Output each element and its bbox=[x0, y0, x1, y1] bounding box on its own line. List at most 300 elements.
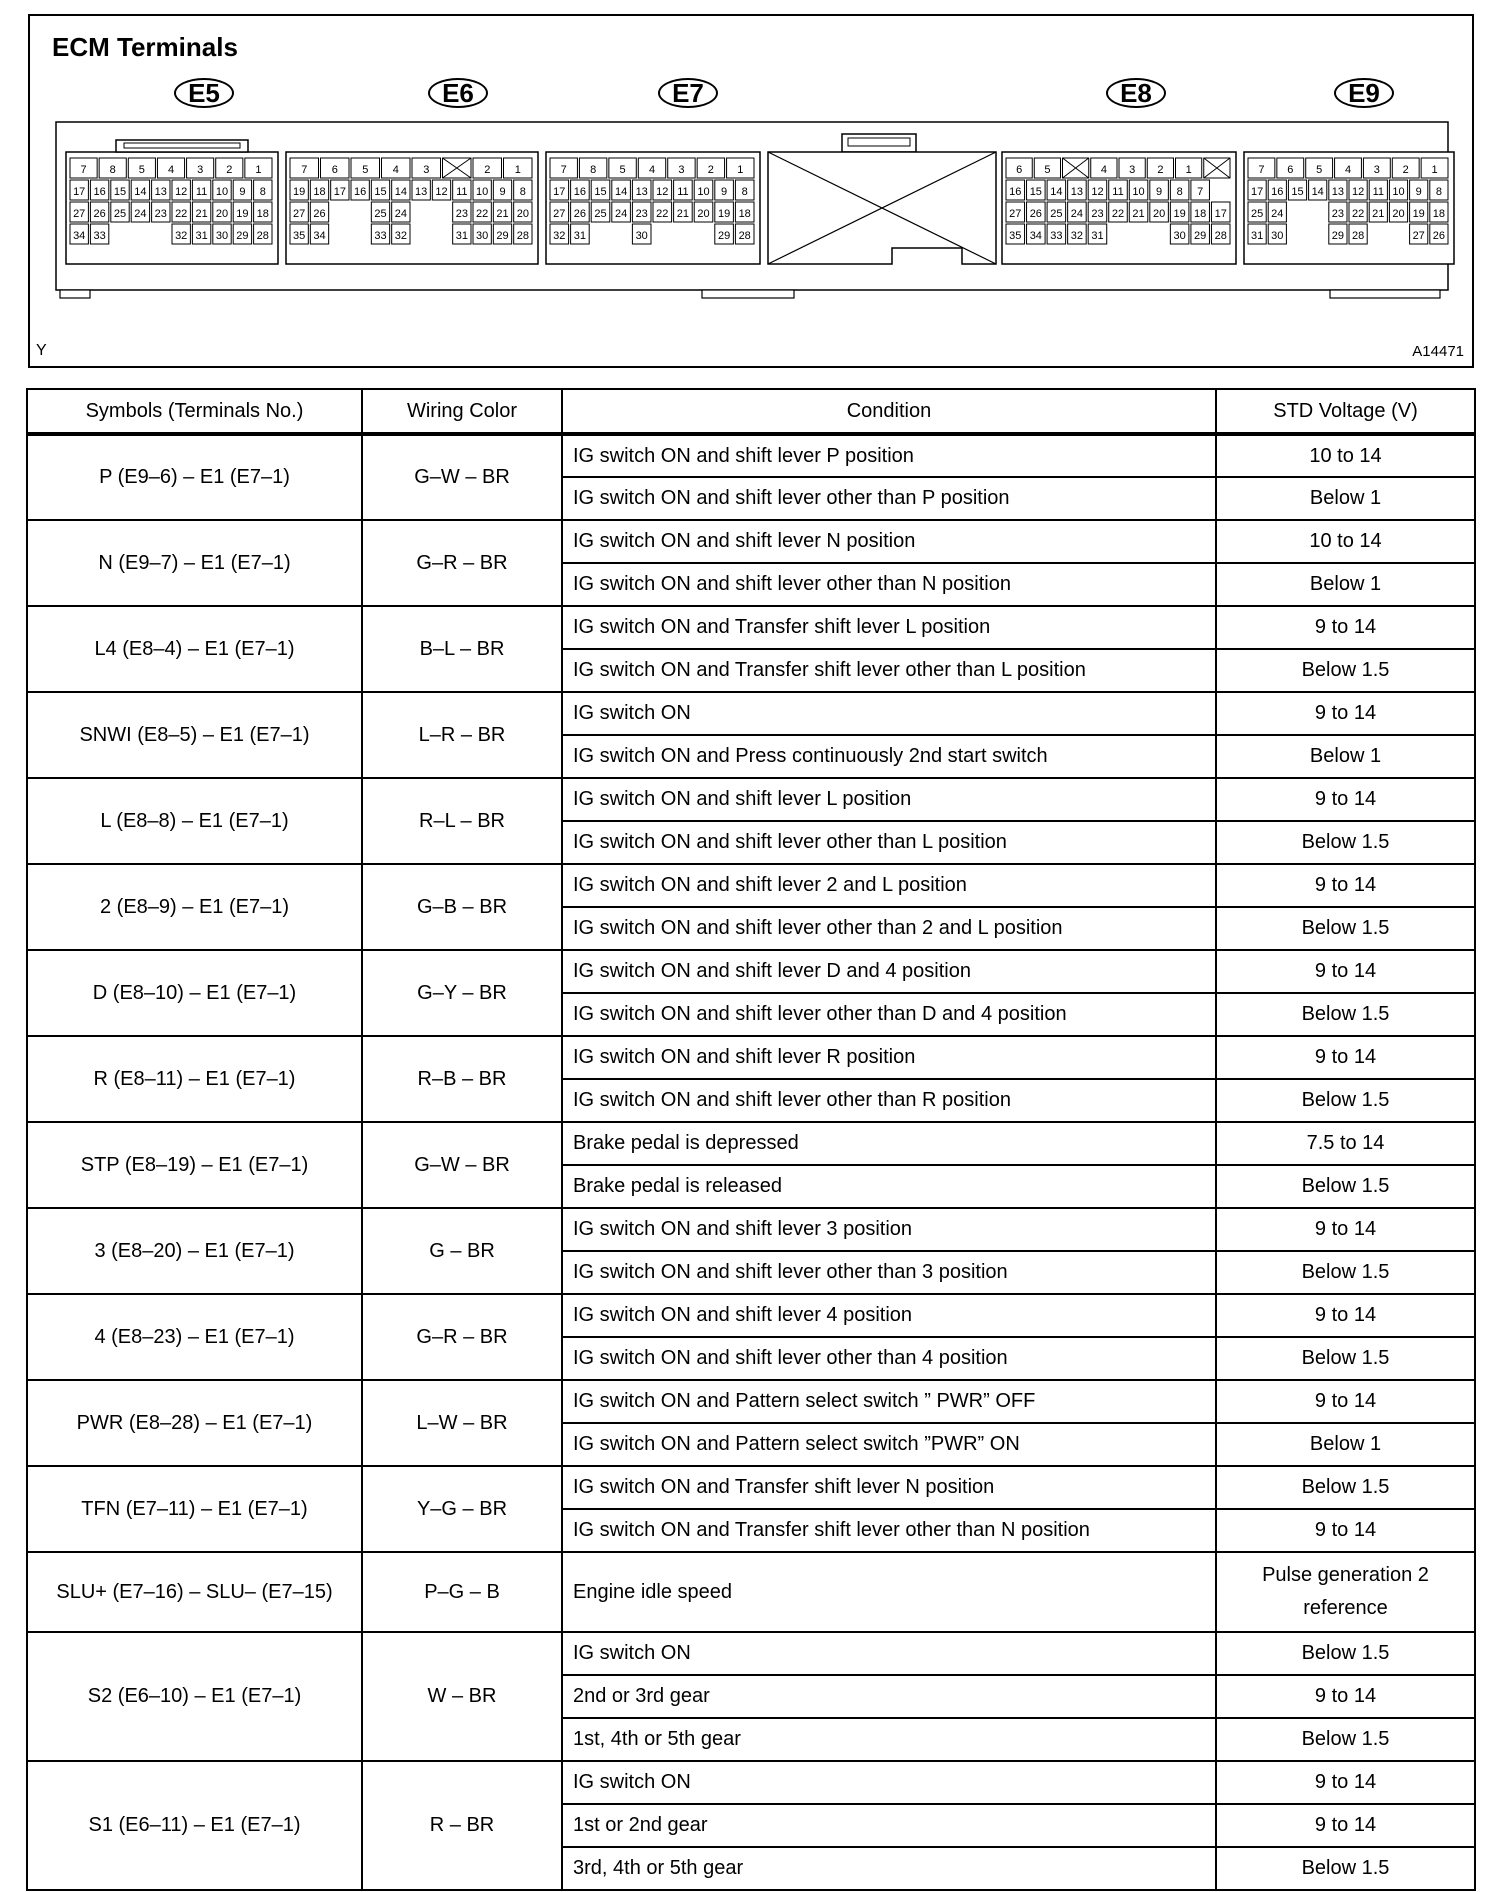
pin-number: 17 bbox=[333, 186, 346, 198]
table-row bbox=[27, 1122, 1475, 1165]
condition-cell: IG switch ON and Transfer shift lever L position bbox=[562, 606, 1216, 649]
std-voltage-cell: 9 to 14 bbox=[1216, 606, 1475, 649]
pin-number: 10 bbox=[697, 186, 710, 198]
pin-number: 23 bbox=[154, 208, 167, 220]
connector-label-e5: E5 bbox=[174, 78, 234, 108]
pin-number: 8 bbox=[741, 186, 748, 198]
pin-number: 26 bbox=[573, 208, 587, 220]
condition-cell: 3rd, 4th or 5th gear bbox=[562, 1847, 1216, 1890]
pin-number: 2 bbox=[707, 164, 714, 176]
pin-number: 6 bbox=[331, 164, 338, 176]
pin-number: 14 bbox=[134, 186, 147, 198]
pin-number: 13 bbox=[1331, 186, 1345, 198]
pin-number: 11 bbox=[677, 186, 689, 198]
pin-number: 12 bbox=[435, 186, 448, 198]
pin-number: 18 bbox=[1432, 208, 1446, 220]
pin-number: 16 bbox=[93, 186, 106, 198]
pin-number: 21 bbox=[1132, 208, 1145, 220]
pin-number: 25 bbox=[1250, 208, 1264, 220]
pin-number: 25 bbox=[1050, 208, 1063, 220]
pin-number: 11 bbox=[456, 186, 468, 198]
pin-number: 8 bbox=[1176, 186, 1183, 198]
pin-number: 8 bbox=[1435, 186, 1442, 198]
condition-cell: IG switch ON and shift lever 3 position bbox=[562, 1208, 1216, 1251]
condition-cell: IG switch ON and shift lever other than D and 4 position bbox=[562, 993, 1216, 1036]
condition-cell: IG switch ON bbox=[562, 1761, 1216, 1804]
pin-number: 1 bbox=[255, 164, 262, 176]
std-voltage-cell: 9 to 14 bbox=[1216, 1294, 1475, 1337]
condition-cell: 1st, 4th or 5th gear bbox=[562, 1718, 1216, 1761]
pin-number: 31 bbox=[1250, 230, 1264, 242]
std-voltage-cell: Below 1 bbox=[1216, 477, 1475, 520]
condition-cell: IG switch ON and shift lever 2 and L position bbox=[562, 864, 1216, 907]
terminal-symbol-cell: 4 (E8–23) – E1 (E7–1) bbox=[27, 1294, 362, 1380]
pin-number: 23 bbox=[455, 208, 468, 220]
pin-number: 27 bbox=[1009, 208, 1022, 220]
wiring-color-cell: G–R – BR bbox=[362, 520, 562, 606]
pin-number: 28 bbox=[1214, 230, 1227, 242]
pin-number: 7 bbox=[80, 164, 87, 176]
pin-number: 19 bbox=[1173, 208, 1186, 220]
condition-cell: IG switch ON and shift lever other than N position bbox=[562, 563, 1216, 606]
header-wiring-color: Wiring Color bbox=[362, 389, 562, 434]
pin-number: 4 bbox=[392, 164, 399, 176]
pin-number: 11 bbox=[1372, 186, 1385, 198]
table-row bbox=[27, 692, 1475, 735]
pin-number: 24 bbox=[1070, 208, 1084, 220]
pin-number: 25 bbox=[374, 208, 387, 220]
std-voltage-cell: 9 to 14 bbox=[1216, 692, 1475, 735]
pin-number: 4 bbox=[1100, 164, 1107, 176]
pin-number: 31 bbox=[1091, 230, 1104, 242]
wiring-color-cell: L–R – BR bbox=[362, 692, 562, 778]
table-row bbox=[27, 520, 1475, 563]
condition-cell: IG switch ON and Pattern select switch ”PWR” ON bbox=[562, 1423, 1216, 1466]
table-row bbox=[27, 778, 1475, 821]
figure-corner-label: Y bbox=[36, 342, 47, 359]
pin-number: 15 bbox=[594, 186, 607, 198]
connector-diagram bbox=[30, 16, 1472, 366]
std-voltage-cell: 9 to 14 bbox=[1216, 1036, 1475, 1079]
terminal-symbol-cell: S2 (E6–10) – E1 (E7–1) bbox=[27, 1632, 362, 1761]
std-voltage-cell: Below 1.5 bbox=[1216, 1165, 1475, 1208]
condition-cell: IG switch ON and Transfer shift lever other than L position bbox=[562, 649, 1216, 692]
connector-label-e8: E8 bbox=[1106, 78, 1166, 108]
pin-number: 17 bbox=[553, 186, 566, 198]
pin-number: 28 bbox=[738, 230, 751, 242]
terminal-symbol-cell: L (E8–8) – E1 (E7–1) bbox=[27, 778, 362, 864]
pin-number: 16 bbox=[1009, 186, 1022, 198]
pin-number: 1 bbox=[1431, 164, 1438, 176]
std-voltage-cell: Below 1.5 bbox=[1216, 1251, 1475, 1294]
table-row bbox=[27, 606, 1475, 649]
pin-number: 26 bbox=[1432, 230, 1446, 242]
pin-number: 21 bbox=[1372, 208, 1385, 220]
pin-number: 15 bbox=[1291, 186, 1304, 198]
wiring-color-cell: R – BR bbox=[362, 1761, 562, 1890]
pin-number: 10 bbox=[1392, 186, 1405, 198]
condition-cell: Brake pedal is depressed bbox=[562, 1122, 1216, 1165]
std-voltage-cell: Below 1.5 bbox=[1216, 993, 1475, 1036]
pin-number: 28 bbox=[256, 230, 269, 242]
pin-number: 8 bbox=[590, 164, 597, 176]
pin-number: 11 bbox=[195, 186, 208, 198]
pin-number: 24 bbox=[394, 208, 407, 220]
condition-cell: 2nd or 3rd gear bbox=[562, 1675, 1216, 1718]
terminal-symbol-cell: PWR (E8–28) – E1 (E7–1) bbox=[27, 1380, 362, 1466]
pin-number: 23 bbox=[1331, 208, 1345, 220]
pin-number: 19 bbox=[1412, 208, 1425, 220]
terminal-symbol-cell: 3 (E8–20) – E1 (E7–1) bbox=[27, 1208, 362, 1294]
connector-figure bbox=[28, 14, 1474, 368]
table-row bbox=[27, 1761, 1475, 1804]
std-voltage-cell: 9 to 14 bbox=[1216, 1380, 1475, 1423]
pin-number: 3 bbox=[423, 164, 430, 176]
condition-cell: IG switch ON bbox=[562, 692, 1216, 735]
table-body bbox=[27, 434, 1475, 1890]
pin-number: 18 bbox=[256, 208, 269, 220]
pin-number: 29 bbox=[1194, 230, 1207, 242]
wiring-color-cell: G–W – BR bbox=[362, 434, 562, 520]
pin-number: 6 bbox=[1016, 164, 1023, 176]
pin-number: 21 bbox=[496, 208, 509, 220]
terminal-symbol-cell: SNWI (E8–5) – E1 (E7–1) bbox=[27, 692, 362, 778]
pin-number: 10 bbox=[1132, 186, 1145, 198]
table-row bbox=[27, 434, 1475, 477]
condition-cell: IG switch ON and shift lever other than 3 position bbox=[562, 1251, 1216, 1294]
wiring-color-cell: B–L – BR bbox=[362, 606, 562, 692]
pin-number: 4 bbox=[167, 164, 175, 176]
pin-number: 1 bbox=[1185, 164, 1192, 176]
table-row bbox=[27, 1552, 1475, 1632]
connector-label-e6: E6 bbox=[428, 78, 488, 108]
condition-cell: Engine idle speed bbox=[562, 1552, 1216, 1632]
std-voltage-cell: Below 1 bbox=[1216, 1423, 1475, 1466]
pin-number: 5 bbox=[362, 164, 369, 176]
pin-number: 7 bbox=[560, 164, 567, 176]
std-voltage-cell: Below 1.5 bbox=[1216, 907, 1475, 950]
pin-number: 1 bbox=[737, 164, 744, 176]
pin-number: 21 bbox=[676, 208, 690, 220]
pin-number: 30 bbox=[476, 230, 489, 242]
pin-number: 26 bbox=[1029, 208, 1042, 220]
pin-number: 33 bbox=[374, 230, 387, 242]
pin-number: 9 bbox=[1415, 186, 1422, 198]
housing-tab bbox=[1330, 290, 1440, 298]
std-voltage-cell: 9 to 14 bbox=[1216, 1675, 1475, 1718]
terminal-symbol-cell: S1 (E6–11) – E1 (E7–1) bbox=[27, 1761, 362, 1890]
pin-number: 9 bbox=[239, 186, 246, 198]
pin-number: 7 bbox=[1258, 164, 1265, 176]
terminal-symbol-cell: P (E9–6) – E1 (E7–1) bbox=[27, 434, 362, 520]
pin-number: 34 bbox=[1029, 230, 1042, 242]
condition-cell: IG switch ON and shift lever N position bbox=[562, 520, 1216, 563]
pin-number: 2 bbox=[1157, 164, 1164, 176]
pin-number: 4 bbox=[1344, 164, 1352, 176]
pin-number: 22 bbox=[656, 208, 669, 220]
std-voltage-cell: Pulse generation 2 reference bbox=[1216, 1552, 1475, 1632]
pin-number: 31 bbox=[195, 230, 208, 242]
pin-number: 5 bbox=[1316, 164, 1323, 176]
condition-cell: IG switch ON and shift lever 4 position bbox=[562, 1294, 1216, 1337]
condition-cell: Brake pedal is released bbox=[562, 1165, 1216, 1208]
pin-number: 10 bbox=[215, 186, 229, 198]
pin-number: 23 bbox=[635, 208, 648, 220]
pin-number: 28 bbox=[516, 230, 529, 242]
condition-cell: IG switch ON and shift lever other than 2 and L position bbox=[562, 907, 1216, 950]
pin-number: 14 bbox=[1311, 186, 1324, 198]
wiring-color-cell: G–Y – BR bbox=[362, 950, 562, 1036]
pin-number: 12 bbox=[1091, 186, 1104, 198]
condition-cell: 1st or 2nd gear bbox=[562, 1804, 1216, 1847]
pin-number: 2 bbox=[1402, 164, 1409, 176]
condition-cell: IG switch ON and shift lever L position bbox=[562, 778, 1216, 821]
condition-cell: IG switch ON and Transfer shift lever other than N position bbox=[562, 1509, 1216, 1552]
wiring-color-cell: W – BR bbox=[362, 1632, 562, 1761]
pin-number: 24 bbox=[1271, 208, 1284, 220]
table-row bbox=[27, 1208, 1475, 1251]
table-header-row bbox=[27, 389, 1475, 434]
pin-number: 33 bbox=[93, 230, 106, 242]
pin-number: 8 bbox=[519, 186, 526, 198]
blank-block-latch-inner bbox=[848, 138, 910, 146]
pin-number: 19 bbox=[293, 186, 306, 198]
terminal-symbol-cell: TFN (E7–11) – E1 (E7–1) bbox=[27, 1466, 362, 1552]
wiring-color-cell: L–W – BR bbox=[362, 1380, 562, 1466]
pin-number: 16 bbox=[354, 186, 367, 198]
pin-number: 18 bbox=[313, 186, 326, 198]
pin-number: 30 bbox=[1173, 230, 1186, 242]
header-std-voltage: STD Voltage (V) bbox=[1216, 389, 1475, 434]
wiring-color-cell: G–W – BR bbox=[362, 1122, 562, 1208]
ecm-terminals-table bbox=[26, 388, 1476, 1891]
condition-cell: IG switch ON and shift lever other than P position bbox=[562, 477, 1216, 520]
std-voltage-cell: Below 1.5 bbox=[1216, 1337, 1475, 1380]
pin-number: 11 bbox=[1112, 186, 1124, 198]
terminal-symbol-cell: N (E9–7) – E1 (E7–1) bbox=[27, 520, 362, 606]
std-voltage-cell: 9 to 14 bbox=[1216, 1208, 1475, 1251]
std-voltage-cell: Below 1.5 bbox=[1216, 649, 1475, 692]
connector-label-e7: E7 bbox=[658, 78, 718, 108]
pin-number: 32 bbox=[394, 230, 407, 242]
pin-number: 17 bbox=[1214, 208, 1227, 220]
pin-number: 8 bbox=[259, 186, 266, 198]
pin-number: 14 bbox=[614, 186, 628, 198]
std-voltage-cell: Below 1.5 bbox=[1216, 1632, 1475, 1675]
pin-number: 35 bbox=[293, 230, 306, 242]
pin-number: 29 bbox=[496, 230, 509, 242]
pin-number: 24 bbox=[134, 208, 147, 220]
pin-number: 20 bbox=[697, 208, 710, 220]
pin-number: 13 bbox=[154, 186, 167, 198]
std-voltage-cell: Below 1.5 bbox=[1216, 1466, 1475, 1509]
table-row bbox=[27, 1632, 1475, 1675]
pin-number: 16 bbox=[573, 186, 587, 198]
pin-number: 9 bbox=[499, 186, 506, 198]
pin-number: 3 bbox=[1129, 164, 1136, 176]
std-voltage-cell: 9 to 14 bbox=[1216, 778, 1475, 821]
std-voltage-cell: Below 1 bbox=[1216, 563, 1475, 606]
pin-number: 24 bbox=[614, 208, 628, 220]
pin-number: 15 bbox=[374, 186, 387, 198]
std-voltage-cell: Below 1 bbox=[1216, 735, 1475, 778]
table-row bbox=[27, 950, 1475, 993]
pin-number: 15 bbox=[113, 186, 127, 198]
figure-title: ECM Terminals bbox=[52, 32, 238, 62]
pin-number: 9 bbox=[1156, 186, 1163, 198]
pin-number: 12 bbox=[656, 186, 669, 198]
std-voltage-cell: Below 1.5 bbox=[1216, 1079, 1475, 1122]
table-row bbox=[27, 864, 1475, 907]
wiring-color-cell: G–R – BR bbox=[362, 1294, 562, 1380]
pin-number: 13 bbox=[415, 186, 428, 198]
pin-number: 16 bbox=[1271, 186, 1284, 198]
std-voltage-cell: 9 to 14 bbox=[1216, 1804, 1475, 1847]
pin-number: 27 bbox=[1412, 230, 1425, 242]
condition-cell: IG switch ON and shift lever other than R position bbox=[562, 1079, 1216, 1122]
pin-number: 19 bbox=[236, 208, 249, 220]
pin-number: 34 bbox=[73, 230, 86, 242]
table-row bbox=[27, 1466, 1475, 1509]
std-voltage-cell: 9 to 14 bbox=[1216, 950, 1475, 993]
wiring-color-cell: R–L – BR bbox=[362, 778, 562, 864]
pin-number: 5 bbox=[619, 164, 626, 176]
table-row bbox=[27, 1036, 1475, 1079]
pin-number: 29 bbox=[717, 230, 731, 242]
terminal-symbol-cell: 2 (E8–9) – E1 (E7–1) bbox=[27, 864, 362, 950]
pin-number: 17 bbox=[73, 186, 86, 198]
pin-number: 26 bbox=[313, 208, 326, 220]
pin-number: 22 bbox=[476, 208, 489, 220]
pin-number: 26 bbox=[93, 208, 106, 220]
connector-label-e9: E9 bbox=[1334, 78, 1394, 108]
std-voltage-cell: Below 1.5 bbox=[1216, 821, 1475, 864]
condition-cell: IG switch ON and Press continuously 2nd start switch bbox=[562, 735, 1216, 778]
pin-number: 31 bbox=[455, 230, 468, 242]
pin-number: 33 bbox=[1050, 230, 1063, 242]
pin-number: 2 bbox=[484, 164, 491, 176]
table-row bbox=[27, 1380, 1475, 1423]
pin-number: 25 bbox=[594, 208, 607, 220]
terminal-symbol-cell: R (E8–11) – E1 (E7–1) bbox=[27, 1036, 362, 1122]
wiring-color-cell: G–B – BR bbox=[362, 864, 562, 950]
wiring-color-cell: Y–G – BR bbox=[362, 1466, 562, 1552]
figure-reference-code: A14471 bbox=[1412, 343, 1464, 360]
table-row bbox=[27, 1294, 1475, 1337]
pin-number: 2 bbox=[226, 164, 233, 176]
wiring-color-cell: G – BR bbox=[362, 1208, 562, 1294]
condition-cell: IG switch ON and Transfer shift lever N position bbox=[562, 1466, 1216, 1509]
pin-number: 4 bbox=[648, 164, 656, 176]
pin-number: 31 bbox=[573, 230, 587, 242]
pin-number: 3 bbox=[197, 164, 204, 176]
pin-number: 7 bbox=[1197, 186, 1204, 198]
housing-tab bbox=[702, 290, 794, 298]
pin-number: 32 bbox=[553, 230, 566, 242]
pin-number: 13 bbox=[1070, 186, 1084, 198]
std-voltage-cell: 10 to 14 bbox=[1216, 520, 1475, 563]
pin-number: 30 bbox=[1271, 230, 1284, 242]
pin-number: 35 bbox=[1009, 230, 1022, 242]
pin-number: 18 bbox=[738, 208, 751, 220]
pin-number: 32 bbox=[1070, 230, 1084, 242]
pin-number: 22 bbox=[175, 208, 188, 220]
pin-number: 32 bbox=[175, 230, 188, 242]
pin-number: 29 bbox=[1331, 230, 1345, 242]
std-voltage-cell: 9 to 14 bbox=[1216, 864, 1475, 907]
pin-number: 8 bbox=[109, 164, 116, 176]
header-condition: Condition bbox=[562, 389, 1216, 434]
pin-number: 20 bbox=[215, 208, 229, 220]
pin-number: 17 bbox=[1250, 186, 1264, 198]
pin-number: 9 bbox=[721, 186, 728, 198]
condition-cell: IG switch ON and shift lever other than 4 position bbox=[562, 1337, 1216, 1380]
pin-number: 30 bbox=[215, 230, 229, 242]
pin-number: 27 bbox=[293, 208, 306, 220]
pin-number: 20 bbox=[516, 208, 529, 220]
pin-number: 34 bbox=[313, 230, 326, 242]
pin-number: 14 bbox=[394, 186, 407, 198]
pin-number: 28 bbox=[1351, 230, 1365, 242]
terminal-symbol-cell: STP (E8–19) – E1 (E7–1) bbox=[27, 1122, 362, 1208]
pin-number: 22 bbox=[1351, 208, 1365, 220]
pin-number: 12 bbox=[175, 186, 188, 198]
pin-number: 30 bbox=[635, 230, 648, 242]
pin-number: 14 bbox=[1050, 186, 1063, 198]
std-voltage-cell: 9 to 14 bbox=[1216, 1509, 1475, 1552]
pin-number: 21 bbox=[195, 208, 208, 220]
header-symbols: Symbols (Terminals No.) bbox=[27, 389, 362, 434]
connector-e5-latch-slot bbox=[124, 143, 240, 148]
pin-number: 15 bbox=[1029, 186, 1042, 198]
pin-number: 3 bbox=[678, 164, 685, 176]
pin-number: 12 bbox=[1351, 186, 1365, 198]
condition-cell: IG switch ON and Pattern select switch ” PWR” OFF bbox=[562, 1380, 1216, 1423]
std-voltage-cell: 10 to 14 bbox=[1216, 434, 1475, 477]
wiring-color-cell: R–B – BR bbox=[362, 1036, 562, 1122]
pin-number: 5 bbox=[138, 164, 145, 176]
condition-cell: IG switch ON and shift lever R position bbox=[562, 1036, 1216, 1079]
pin-number: 20 bbox=[1152, 208, 1166, 220]
condition-cell: IG switch ON and shift lever P position bbox=[562, 434, 1216, 477]
pin-number: 1 bbox=[514, 164, 521, 176]
terminal-symbol-cell: L4 (E8–4) – E1 (E7–1) bbox=[27, 606, 362, 692]
condition-cell: IG switch ON and shift lever D and 4 position bbox=[562, 950, 1216, 993]
pin-number: 25 bbox=[113, 208, 127, 220]
pin-number: 18 bbox=[1194, 208, 1207, 220]
pin-number: 27 bbox=[553, 208, 566, 220]
pin-number: 13 bbox=[635, 186, 648, 198]
pin-number: 23 bbox=[1091, 208, 1104, 220]
std-voltage-cell: Below 1.5 bbox=[1216, 1718, 1475, 1761]
std-voltage-cell: 7.5 to 14 bbox=[1216, 1122, 1475, 1165]
pin-number: 7 bbox=[301, 164, 308, 176]
pin-number: 20 bbox=[1392, 208, 1405, 220]
pin-number: 22 bbox=[1111, 208, 1125, 220]
terminal-symbol-cell: SLU+ (E7–16) – SLU– (E7–15) bbox=[27, 1552, 362, 1632]
terminal-symbol-cell: D (E8–10) – E1 (E7–1) bbox=[27, 950, 362, 1036]
condition-cell: IG switch ON bbox=[562, 1632, 1216, 1675]
housing-tab bbox=[60, 290, 90, 298]
pin-number: 5 bbox=[1044, 164, 1051, 176]
std-voltage-cell: 9 to 14 bbox=[1216, 1761, 1475, 1804]
pin-number: 19 bbox=[717, 208, 731, 220]
pin-number: 27 bbox=[73, 208, 86, 220]
std-voltage-cell: Below 1.5 bbox=[1216, 1847, 1475, 1890]
pin-number: 10 bbox=[476, 186, 489, 198]
wiring-color-cell: P–G – B bbox=[362, 1552, 562, 1632]
pin-number: 29 bbox=[236, 230, 249, 242]
